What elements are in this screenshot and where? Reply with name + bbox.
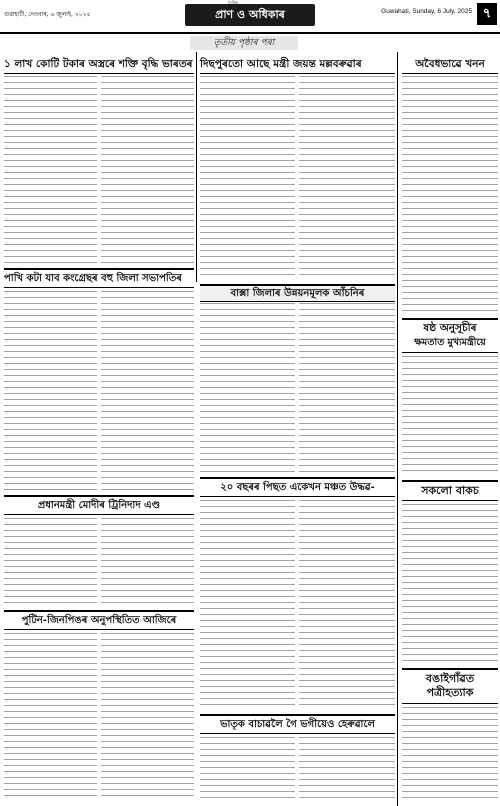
article-text xyxy=(299,500,395,710)
masthead-date-assamese: গুৱাহাটী, দেওবাৰ, ৬ জুলাই, ২০২৫ xyxy=(4,11,91,18)
continued-banner: তৃতীয় পৃষ্ঠাৰ পৰা xyxy=(190,36,298,50)
headline-all-boxes: সকলো বাকচ xyxy=(421,484,479,497)
headline-illegal-mining: অবৈধভাৱে খনন xyxy=(415,58,485,70)
headline-india-arms: ১ লাখ কোটি টকাৰ অস্ত্ৰৰে শক্তি বৃদ্ধি ভাৰতৰ xyxy=(4,58,193,70)
article-text xyxy=(402,504,498,664)
article-text xyxy=(402,707,498,801)
article-text xyxy=(4,633,97,801)
article-text xyxy=(200,303,295,473)
column-divider xyxy=(196,52,197,282)
newspaper-logo: প্ৰাণ ও অধিকাৰ xyxy=(185,4,315,26)
divider xyxy=(4,495,194,497)
divider xyxy=(200,73,395,74)
masthead-date-english: Guwahati, Sunday, 6 July, 2025 xyxy=(381,8,472,15)
article-text xyxy=(4,291,97,491)
article-text xyxy=(200,500,295,710)
divider xyxy=(402,318,498,320)
headline-baksa: বাক্সা জিলাৰ উন্নয়নমূলক আঁচনিৰ xyxy=(200,284,395,302)
divider xyxy=(200,733,395,734)
article-text xyxy=(200,737,295,801)
divider xyxy=(200,477,395,479)
divider xyxy=(4,610,194,612)
masthead-tagline: দৈনিক xyxy=(228,0,239,5)
divider xyxy=(200,714,395,716)
article-text xyxy=(200,76,295,280)
article-text xyxy=(4,518,97,606)
divider xyxy=(4,268,194,270)
article-text xyxy=(402,356,498,476)
headline-putin-xi: পুটিন-জিনপিঙৰ অনুপস্থিতিত আজিৰে xyxy=(21,615,177,626)
divider xyxy=(402,352,498,353)
headline-bongaigaon-1: বঙাইগাঁৱত xyxy=(425,672,475,685)
headline-minister: দিছপুৰতো আছে মন্ত্ৰী জয়ন্ত মল্লবৰুৱাৰ xyxy=(200,58,362,70)
article-text xyxy=(101,518,194,606)
headline-pm-modi: প্ৰধানমন্ত্ৰী মোদীৰ ট্ৰিনিদাদ এণ্ড xyxy=(37,500,161,511)
headline-sixth-schedule-2: ক্ষমতাত মুখ্যমন্ত্ৰীয়ে xyxy=(414,337,486,348)
page-number: ৭ xyxy=(477,3,497,25)
divider xyxy=(4,514,194,515)
column-divider xyxy=(397,52,398,806)
article-text xyxy=(101,291,194,491)
headline-brother-sister: ভাতৃক বাচাৱলৈ গৈ ভগীয়েও হেৰুৱালে xyxy=(220,719,375,730)
article-text xyxy=(299,737,395,801)
headline-congress: পাখি কটা যাব কংগ্ৰেছৰ বহু জিলা সভাপতিৰ xyxy=(4,273,182,284)
article-text xyxy=(299,76,395,280)
divider xyxy=(200,496,395,497)
article-text xyxy=(4,76,97,264)
headline-bongaigaon-2: পত্ৰীহত্যাক xyxy=(426,686,474,699)
divider xyxy=(402,668,498,670)
divider xyxy=(402,480,498,482)
article-text xyxy=(402,76,498,314)
divider xyxy=(402,500,498,501)
headline-uddhav: ২০ বছৰৰ পিছত একেখন মঞ্চত উদ্ধৱ- xyxy=(220,482,375,493)
article-text xyxy=(101,76,194,264)
divider xyxy=(4,287,194,288)
divider xyxy=(4,629,194,630)
divider xyxy=(402,703,498,704)
article-text xyxy=(299,303,395,473)
article-text xyxy=(101,633,194,801)
divider xyxy=(402,73,498,74)
headline-sixth-schedule-1: ষষ্ঠ অনুসূচীৰ xyxy=(423,322,477,334)
divider xyxy=(4,73,194,74)
